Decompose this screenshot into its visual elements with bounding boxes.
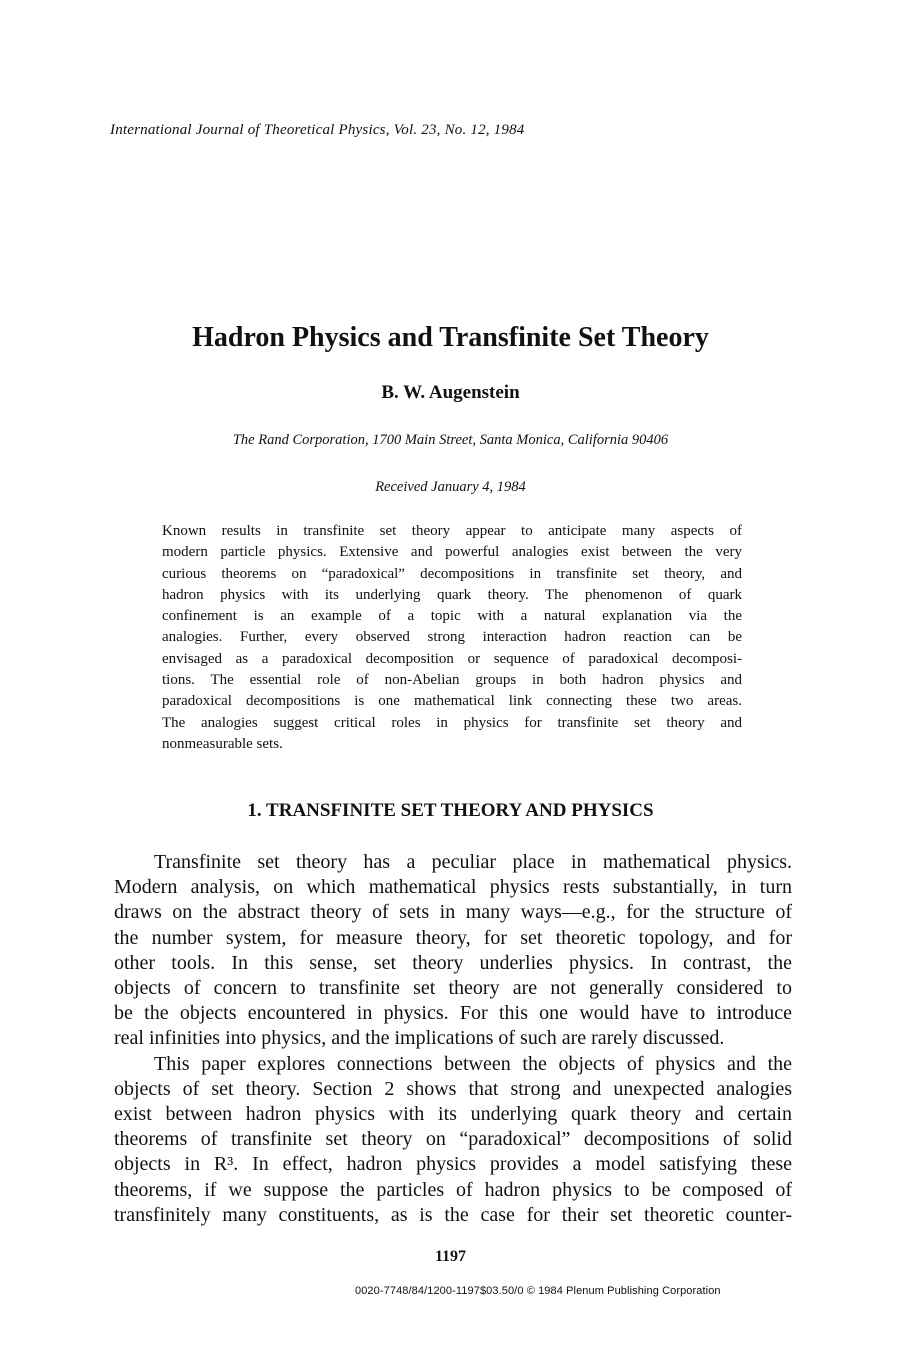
abstract-line: Known results in transfinite set theory appear to anticipate many aspects of	[162, 523, 742, 539]
body-line: theorems, if we suppose the particles of hadron physics to be composed of	[114, 1178, 792, 1201]
abstract	[162, 521, 742, 755]
paragraph	[114, 1052, 792, 1228]
copyright-line: 0020-7748/84/1200-1197$03.50/0 © 1984 Plenum Publishing Corporation	[355, 1285, 721, 1297]
body-line: real infinities into physics, and the implications of such are rarely discussed.	[114, 1027, 725, 1050]
body-line: objects in R³. In effect, hadron physics provides a model satisfying these	[114, 1153, 792, 1176]
abstract-line: tions. The essential role of non-Abelian groups in both hadron physics and	[162, 672, 742, 689]
body-line: objects of set theory. Section 2 shows that strong and unexpected analogies	[114, 1077, 792, 1100]
received-date: Received January 4, 1984	[375, 479, 526, 495]
body-line: theorems of transfinite set theory on “paradoxical” decompositions of solid	[114, 1128, 792, 1151]
body-line: other tools. In this sense, set theory underlies physics. In contrast, the	[114, 951, 792, 974]
abstract-line: modern particle physics. Extensive and powerful analogies exist between the very	[162, 544, 742, 561]
body-line: exist between hadron physics with its underlying quark theory and certain	[114, 1103, 792, 1126]
author-affiliation: The Rand Corporation, 1700 Main Street, Santa Monica, California 90406	[232, 432, 669, 448]
paragraph	[114, 850, 792, 1052]
body-line: the number system, for measure theory, for set theoretic topology, and for	[114, 926, 792, 949]
abstract-line: curious theorems on “paradoxical” decompositions in transfinite set theory, and	[162, 565, 742, 582]
body-line: objects of concern to transfinite set theory are not generally considered to	[114, 977, 792, 1000]
page-number: 1197	[434, 1248, 467, 1265]
abstract-line: confinement is an example of a topic with a natural explanation via the	[162, 608, 742, 625]
journal-citation: International Journal of Theoretical Physics, Vol. 23, No. 12, 1984	[110, 122, 525, 138]
body-line: draws on the abstract theory of sets in many ways—e.g., for the structure of	[114, 901, 792, 924]
body-text	[114, 850, 792, 1228]
abstract-line: paradoxical decompositions is one mathematical link connecting these two areas.	[162, 693, 742, 710]
body-line: transfinitely many constituents, as is the case for their set theoretic counter-	[114, 1203, 792, 1226]
abstract-line: analogies. Further, every observed strong interaction hadron reaction can be	[162, 629, 742, 646]
abstract-line: envisaged as a paradoxical decomposition or sequence of paradoxical decomposi-	[162, 650, 742, 667]
section-heading: 1. TRANSFINITE SET THEORY AND PHYSICS	[247, 800, 654, 821]
body-line: Modern analysis, on which mathematical physics rests substantially, in turn	[114, 876, 792, 899]
body-line: be the objects encountered in physics. For this one would have to introduce	[114, 1002, 792, 1025]
abstract-line: nonmeasurable sets.	[162, 735, 283, 752]
abstract-line: The analogies suggest critical roles in physics for transfinite set theory and	[162, 714, 742, 731]
author-name: B. W. Augenstein	[381, 382, 520, 403]
paper-title: Hadron Physics and Transfinite Set Theory	[192, 322, 709, 353]
body-line: This paper explores connections between the objects of physics and the	[154, 1052, 792, 1075]
body-line: Transfinite set theory has a peculiar place in mathematical physics.	[154, 851, 792, 873]
abstract-line: hadron physics with its underlying quark theory. The phenomenon of quark	[162, 586, 742, 603]
